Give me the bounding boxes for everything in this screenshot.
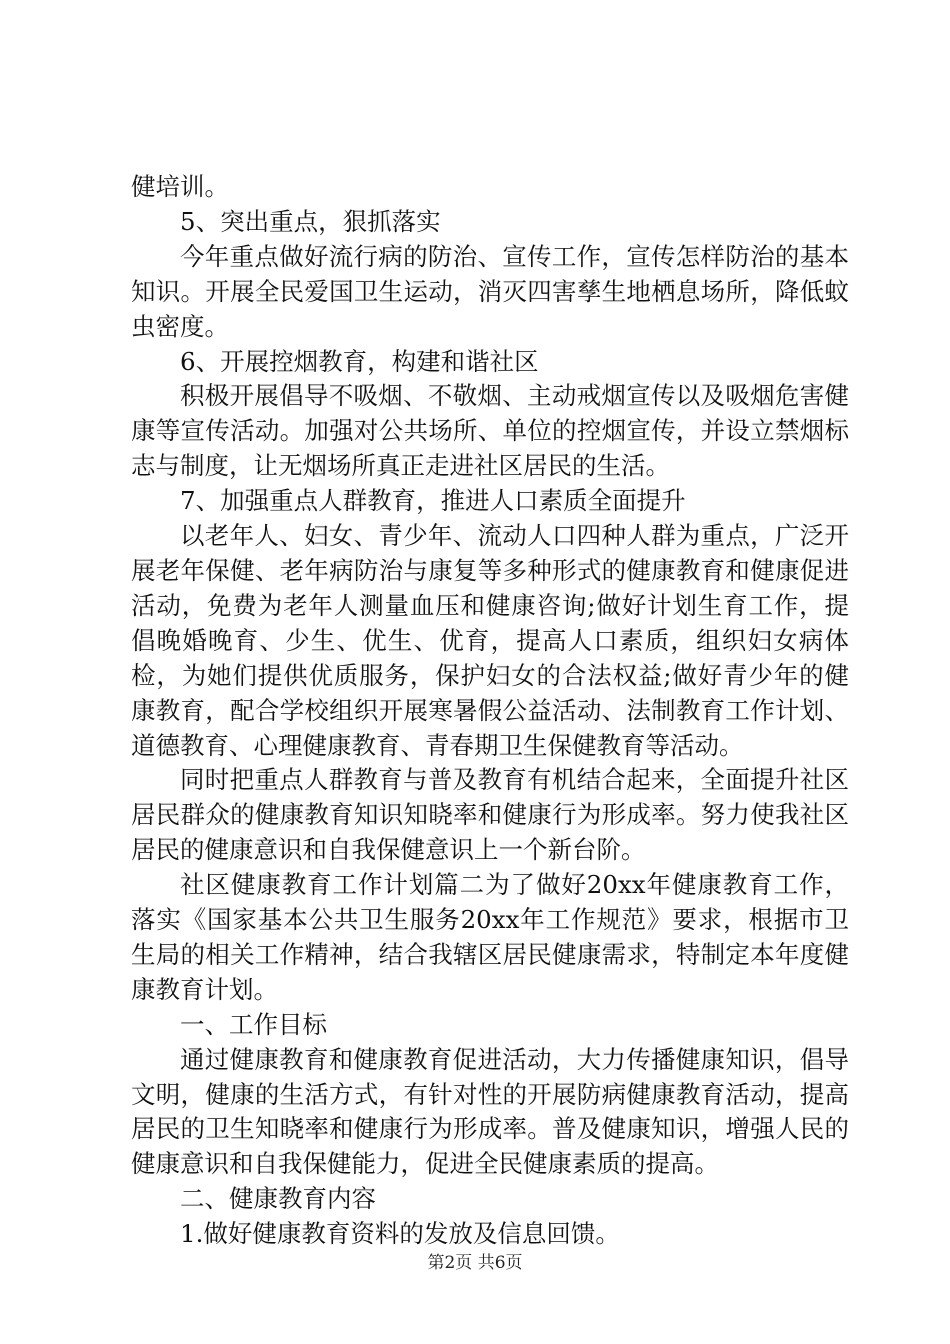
paragraph: 同时把重点人群教育与普及教育有机结合起来，全面提升社区居民群众的健康教育知识知晓率和健康行为形成率。努力使我社区居民的健康意识和自我保健意识上一个新台阶。 [131,765,849,865]
paragraph: 1.做好健康教育资料的发放及信息回馈。 [180,1219,620,1249]
document-body [131,170,849,1252]
paragraph: 积极开展倡导不吸烟、不敬烟、主动戒烟宣传以及吸烟危害健康等宣传活动。加强对公共场所、单位的控烟宣传，并设立禁烟标志与制度，让无烟场所真正走进社区居民的生活。 [131,381,849,481]
paragraph: 二、健康教育内容 [180,1184,376,1214]
paragraph: 5、突出重点，狠抓落实 [180,206,441,236]
paragraph: 今年重点做好流行病的防治、宣传工作，宣传怎样防治的基本知识。开展全民爱国卫生运动，消灭四害孳生地栖息场所，降低蚊虫密度。 [131,241,849,341]
paragraph: 6、开展控烟教育，构建和谐社区 [180,346,539,376]
paragraph: 一、工作目标 [180,1009,327,1039]
paragraph: 健培训。 [131,172,229,201]
paragraph: 通过健康教育和健康教育促进活动，大力传播健康知识，倡导文明，健康的生活方式，有针对性的开展防病健康教育活动，提高居民的卫生知晓率和健康行为形成率。普及健康知识，增强人民的健康意识和自我保健能力，促进全民健康素质的提高。 [131,1044,849,1179]
page-footer: 第2页 共6页 [427,1253,523,1273]
paragraph: 7、加强重点人群教育，推进人口素质全面提升 [180,486,686,516]
paragraph: 以老年人、妇女、青少年、流动人口四种人群为重点，广泛开展老年保健、老年病防治与康复等多种形式的健康教育和健康促进活动，免费为老年人测量血压和健康咨询;做好计划生育工作，提倡晚婚晚育、少生、优生、优育，提高人口素质，组织妇女病体检，为她们提供优质服务，保护妇女的合法权益;做好青少年的健康教育，配合学校组织开展寒暑假公益活动、法制教育工作计划、道德教育、心理健康教育、青春期卫生保健教育等活动。 [131,521,849,760]
paragraph: 社区健康教育工作计划篇二为了做好20xx年健康教育工作，落实《国家基本公共卫生服务20xx年工作规范》要求，根据市卫生局的相关工作精神，结合我辖区居民健康需求，特制定本年度健康教育计划。 [131,870,849,1004]
